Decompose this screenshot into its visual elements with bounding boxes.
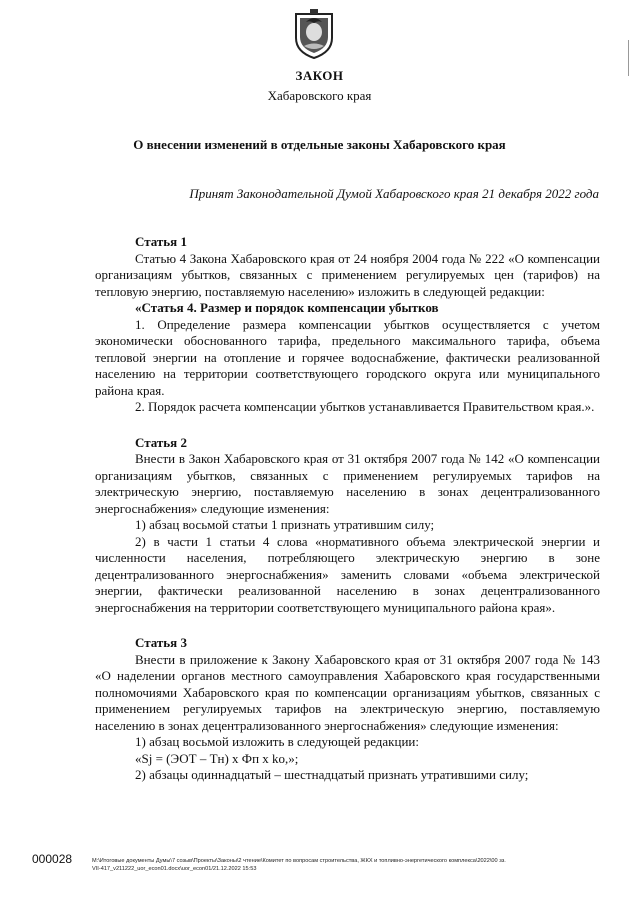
article-subheading: «Статья 4. Размер и порядок компенсации убытков bbox=[135, 300, 439, 315]
article-paragraph: 1. Определение размера компенсации убытков осуществляется с учетом экономически обоснованного тарифа, предельного максимального тарифа, объема тепловой энергии на отопление и горячее водоснабжение, фактически реализованной населению на территории соответствующего городского округа или муниципального района края. bbox=[95, 316, 600, 398]
formula-line: «Sj = (ЭОТ – Тн) х Фп х kо,»; bbox=[135, 750, 299, 766]
article-paragraph: Внести в Закон Хабаровского края от 31 октября 2007 года № 142 «О компенсации организациям убытков, связанных с применением регулируемых тарифов на электрическую энергию, поставляемую населению в зонах децентрализованного энергоснабжения» следующие изменения: bbox=[95, 451, 600, 516]
file-path-line: VII-417_v211222_uor_econ01.docx\uor_econ01/21.12.2022 15:53 bbox=[92, 866, 257, 872]
file-path-line: M:\Итоговые документы Думы\7 созыв\Проекты\Законы\2 чтение\Комитет по вопросам строительства, ЖКХ и топливно-энергетического комплекса\2022\00 зз. bbox=[92, 858, 506, 864]
article-paragraph: 1) абзац восьмой изложить в следующей редакции: bbox=[135, 734, 419, 749]
article-heading: Статья 1 bbox=[135, 234, 187, 249]
coat-of-arms-icon bbox=[292, 8, 336, 60]
file-path-footer bbox=[92, 857, 612, 873]
law-title: ЗАКОН bbox=[295, 68, 344, 83]
article-heading: Статья 2 bbox=[135, 434, 187, 450]
adoption-note: Принят Законодательной Думой Хабаровского края 21 декабря 2022 года bbox=[189, 186, 599, 201]
article-paragraph: 2) абзацы одиннадцатый – шестнадцатый признать утратившими силу; bbox=[135, 767, 529, 782]
article-paragraph: Внести в приложение к Закону Хабаровского края от 31 октября 2007 года № 143 «О наделении органов местного самоуправления Хабаровского края государственными полномочиями Хабаровского края по компенсации организациям убытков, связанных с применением регулируемых тарифов на электрическую энергию, поставляемую населению в зонах децентрализованного энергоснабжения» следующие изменения: bbox=[95, 651, 600, 733]
law-body bbox=[95, 234, 600, 784]
law-region: Хабаровского края bbox=[267, 88, 372, 103]
article-heading: Статья 3 bbox=[135, 635, 187, 650]
article-paragraph: 2) в части 1 статьи 4 слова «нормативного объема электрической энергии и численности населения, потребляющего электрическую энергию в зоне децентрализованного энергоснабжения» заменить словами «объема электрической энергии, фактически реализованной населению в зонах децентрализованного энергоснабжения на территории соответствующего муниципального района края». bbox=[95, 533, 600, 615]
article-paragraph: Статью 4 Закона Хабаровского края от 24 ноября 2004 года № 222 «О компенсации организациям убытков, связанных с применением регулируемых цен (тарифов) на тепловую энергию, поставляемую населению» изложить в следующей редакции: bbox=[95, 250, 600, 299]
article-paragraph: 1) абзац восьмой статьи 1 признать утратившим силу; bbox=[135, 517, 435, 532]
page-code: 000028 bbox=[32, 852, 73, 866]
law-subject: О внесении изменений в отдельные законы Хабаровского края bbox=[133, 137, 506, 152]
article-paragraph: 2. Порядок расчета компенсации убытков устанавливается Правительством края.». bbox=[135, 399, 595, 414]
